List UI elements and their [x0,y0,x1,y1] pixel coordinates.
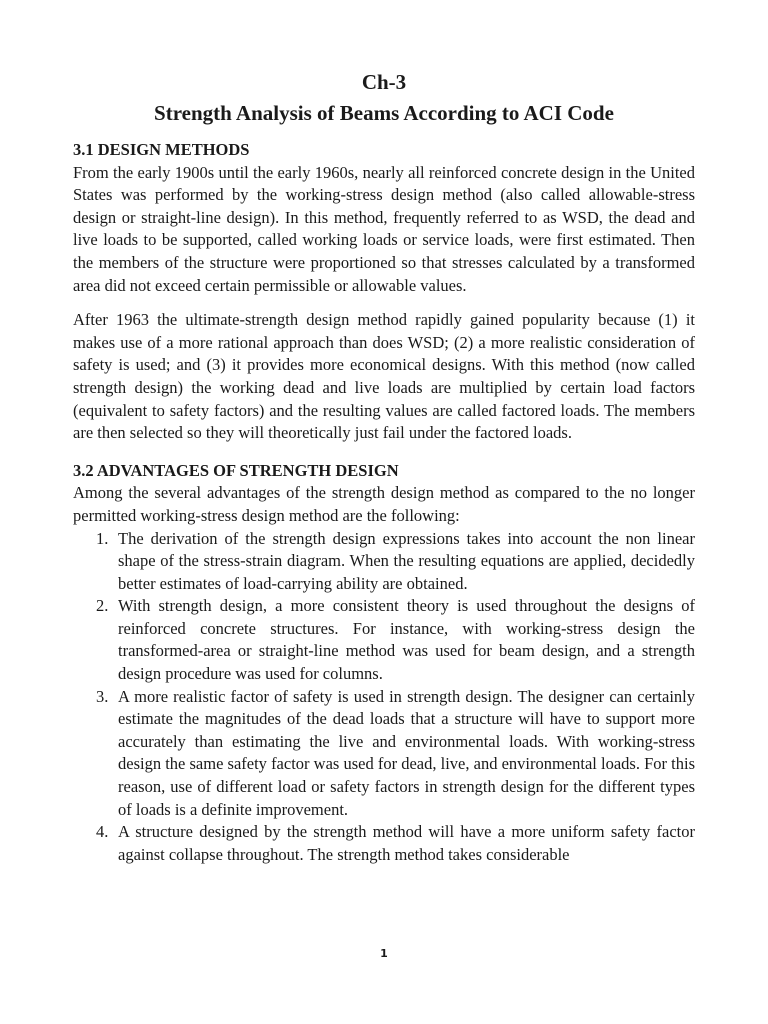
paragraph-wsd-history: From the early 1900s until the early 1960s, nearly all reinforced concrete design in the United States was performed by the working-stress design method (also called allowable-stress design or straight-line design). In this method, frequently referred to as WSD, the dead and live loads to be supported, called working loads or service loads, were first estimated. Then the members of the structure were proportioned so that stresses calculated by a transformed area did not exceed certain permissible or allowable values. [73,162,695,295]
list-item [73,595,695,685]
list-item-text: The derivation of the strength design expressions takes into account the non linear shape of the stress-strain diagram. When the resulting equations are applied, decidedly better estimates of load-carrying ability are obtained. [118,528,695,593]
section-design-methods [73,139,695,445]
list-item-text: A structure designed by the strength method will have a more uniform safety factor against collapse throughout. The strength method takes considerable [118,822,695,864]
advantages-list [73,528,695,867]
section-heading-advantages: 3.2 ADVANTAGES OF STRENGTH DESIGN [73,460,399,480]
list-item [73,686,695,822]
chapter-title: Strength Analysis of Beams According to ACI Code [154,101,614,125]
section-advantages [73,460,695,867]
list-item-number: 3. [96,686,109,706]
list-item [73,821,695,866]
list-item [73,528,695,596]
page-content [73,68,695,866]
section-heading-design-methods: 3.1 DESIGN METHODS [73,140,250,159]
paragraph-advantages-intro: Among the several advantages of the strength design method as compared to the no longer permitted working-stress design method are the following: [73,483,695,525]
list-item-number: 2. [96,596,109,616]
page-number: 1 [380,947,388,960]
chapter-label: Ch-3 [361,70,407,94]
list-item-text: A more realistic factor of safety is used in strength design. The designer can certainly estimate the magnitudes of the dead loads that a structure will have to support more accurately than estimating the live and environmental loads. With working-stress design the same safety factor was used for dead, live, and environmental loads. For this reason, use of different load or safety factors in strength design for the different types of loads is a definite improvement. [118,686,695,819]
list-item-text: With strength design, a more consistent theory is used throughout the designs of reinforced concrete structures. For instance, with working-stress design the transformed-area or straight-line method was used for beam design, and a strength design procedure was used for columns. [118,596,695,684]
paragraph-ultimate-strength: After 1963 the ultimate-strength design method rapidly gained popularity because (1) it makes use of a more rational approach than does WSD; (2) a more realistic consideration of safety is used; and (3) it provides more economical designs. With this method (now called strength design) the working dead and live loads are multiplied by certain load factors (equivalent to safety factors) and the resulting values are called factored loads. The members are then selected so they will theoretically just fail under the factored loads. [73,310,695,443]
list-item-number: 1. [96,528,109,548]
list-item-number: 4. [96,822,109,842]
